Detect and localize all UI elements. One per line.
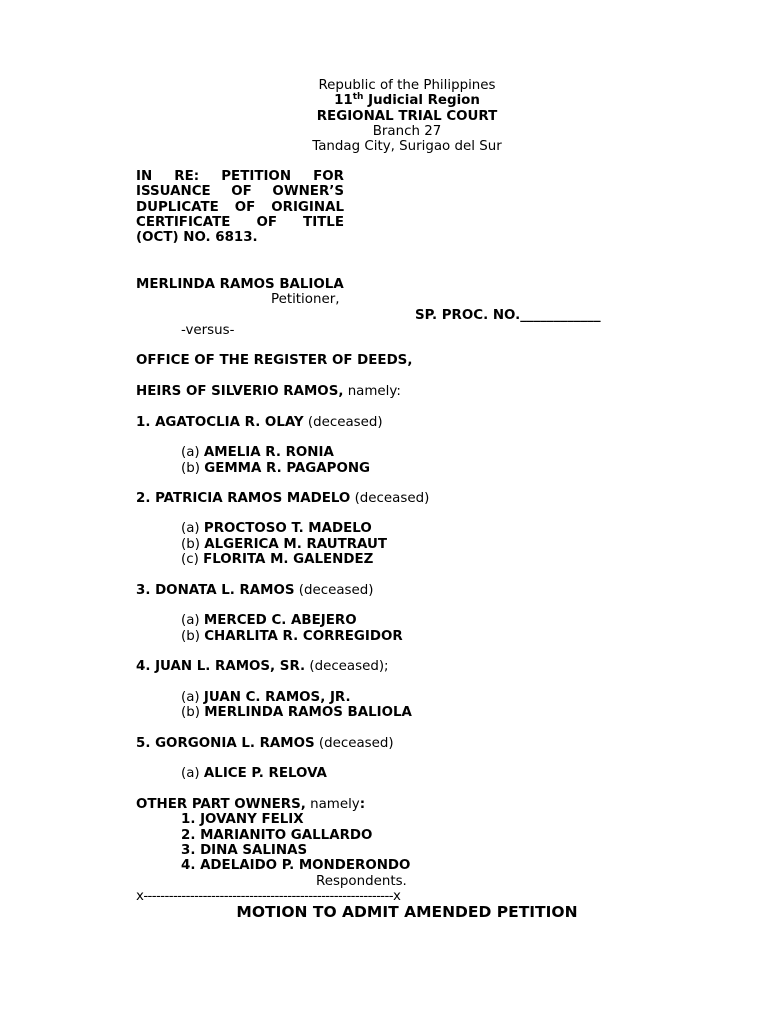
- heir-child: [181, 705, 412, 720]
- heir-item: [136, 415, 383, 430]
- region-label: Judicial Region: [363, 93, 480, 108]
- heir-item: [136, 736, 394, 751]
- heir-child: [181, 461, 370, 476]
- heir-child: [181, 613, 357, 628]
- heir-child: [181, 537, 387, 552]
- other-owners-heading: [136, 797, 365, 812]
- others-namely: namely: [305, 797, 360, 812]
- child-mark: (b): [181, 537, 205, 552]
- heir-child: [181, 690, 351, 705]
- others-colon: :: [359, 797, 366, 812]
- heir-child: [181, 552, 373, 567]
- versus-label: -versus-: [181, 323, 235, 338]
- child-name: AMELIA R. RONIA: [203, 445, 334, 460]
- heir-status: (deceased): [350, 491, 430, 506]
- region-superscript: th: [352, 92, 364, 102]
- heirs-label: HEIRS OF SILVERIO RAMOS,: [136, 384, 344, 399]
- child-name: MERCED C. ABEJERO: [203, 613, 357, 628]
- heir-name: 5. GORGONIA L. RAMOS: [136, 736, 315, 751]
- heir-name: 2. PATRICIA RAMOS MADELO: [136, 491, 351, 506]
- heirs-heading: [136, 384, 401, 399]
- heir-child: [181, 521, 372, 536]
- other-owner: 2. MARIANITO GALLARDO: [181, 828, 373, 843]
- heir-child: [181, 629, 403, 644]
- other-owner: 3. DINA SALINAS: [181, 843, 308, 858]
- heir-child: [181, 766, 327, 781]
- child-mark: (a): [181, 690, 204, 705]
- petitioner-role: Petitioner,: [271, 292, 340, 307]
- caption-separator: x-----------------------------------------------------------x: [136, 889, 401, 904]
- child-mark: (a): [181, 521, 204, 536]
- heir-status: (deceased): [294, 583, 374, 598]
- header-branch: Branch 27: [372, 124, 442, 139]
- other-owner: 4. ADELAIDO P. MONDERONDO: [181, 858, 411, 873]
- child-mark: (b): [181, 461, 205, 476]
- heir-name: 3. DONATA L. RAMOS: [136, 583, 295, 598]
- document-title: MOTION TO ADMIT AMENDED PETITION: [236, 903, 578, 921]
- other-owner: 1. JOVANY FELIX: [181, 812, 304, 827]
- respondent-office: OFFICE OF THE REGISTER OF DEEDS,: [136, 353, 413, 368]
- child-name: JUAN C. RAMOS, JR.: [203, 690, 351, 705]
- child-name: GEMMA R. PAGAPONG: [204, 461, 371, 476]
- heir-status: (deceased): [314, 736, 394, 751]
- heir-name: 4. JUAN L. RAMOS, SR.: [136, 659, 306, 674]
- child-name: ALICE P. RELOVA: [203, 766, 327, 781]
- child-name: CHARLITA R. CORREGIDOR: [204, 629, 403, 644]
- heir-name: 1. AGATOCLIA R. OLAY: [136, 415, 304, 430]
- child-mark: (b): [181, 629, 205, 644]
- child-name: FLORITA M. GALENDEZ: [203, 552, 374, 567]
- heir-child: [181, 445, 334, 460]
- child-mark: (b): [181, 705, 205, 720]
- heir-item: [136, 491, 429, 506]
- child-mark: (a): [181, 445, 204, 460]
- header-court: REGIONAL TRIAL COURT: [316, 109, 498, 124]
- heir-status: (deceased): [303, 415, 383, 430]
- case-caption: IN RE: PETITION FOR ISSUANCE OF OWNER’S DUPLICATE OF ORIGINAL CERTIFICATE OF TITLE (OCT) NO. 6813.: [136, 169, 344, 246]
- child-mark: (c): [181, 552, 204, 567]
- case-number: SP. PROC. NO.____________: [415, 308, 601, 323]
- child-name: PROCTOSO T. MADELO: [203, 521, 372, 536]
- child-name: ALGERICA M. RAUTRAUT: [204, 537, 388, 552]
- heir-status: (deceased);: [305, 659, 389, 674]
- child-mark: (a): [181, 613, 204, 628]
- region-number: 11: [334, 93, 353, 108]
- child-mark: (a): [181, 766, 204, 781]
- header-city: Tandag City, Surigao del Sur: [312, 139, 502, 154]
- respondents-role: Respondents.: [316, 874, 407, 889]
- child-name: MERLINDA RAMOS BALIOLA: [204, 705, 412, 720]
- others-label: OTHER PART OWNERS,: [136, 797, 306, 812]
- header-country: Republic of the Philippines: [318, 78, 496, 93]
- petitioner-name: MERLINDA RAMOS BALIOLA: [136, 277, 344, 292]
- header-region: [0, 93, 768, 108]
- heirs-namely: namely:: [343, 384, 401, 399]
- heir-item: [136, 583, 374, 598]
- heir-item: [136, 659, 389, 674]
